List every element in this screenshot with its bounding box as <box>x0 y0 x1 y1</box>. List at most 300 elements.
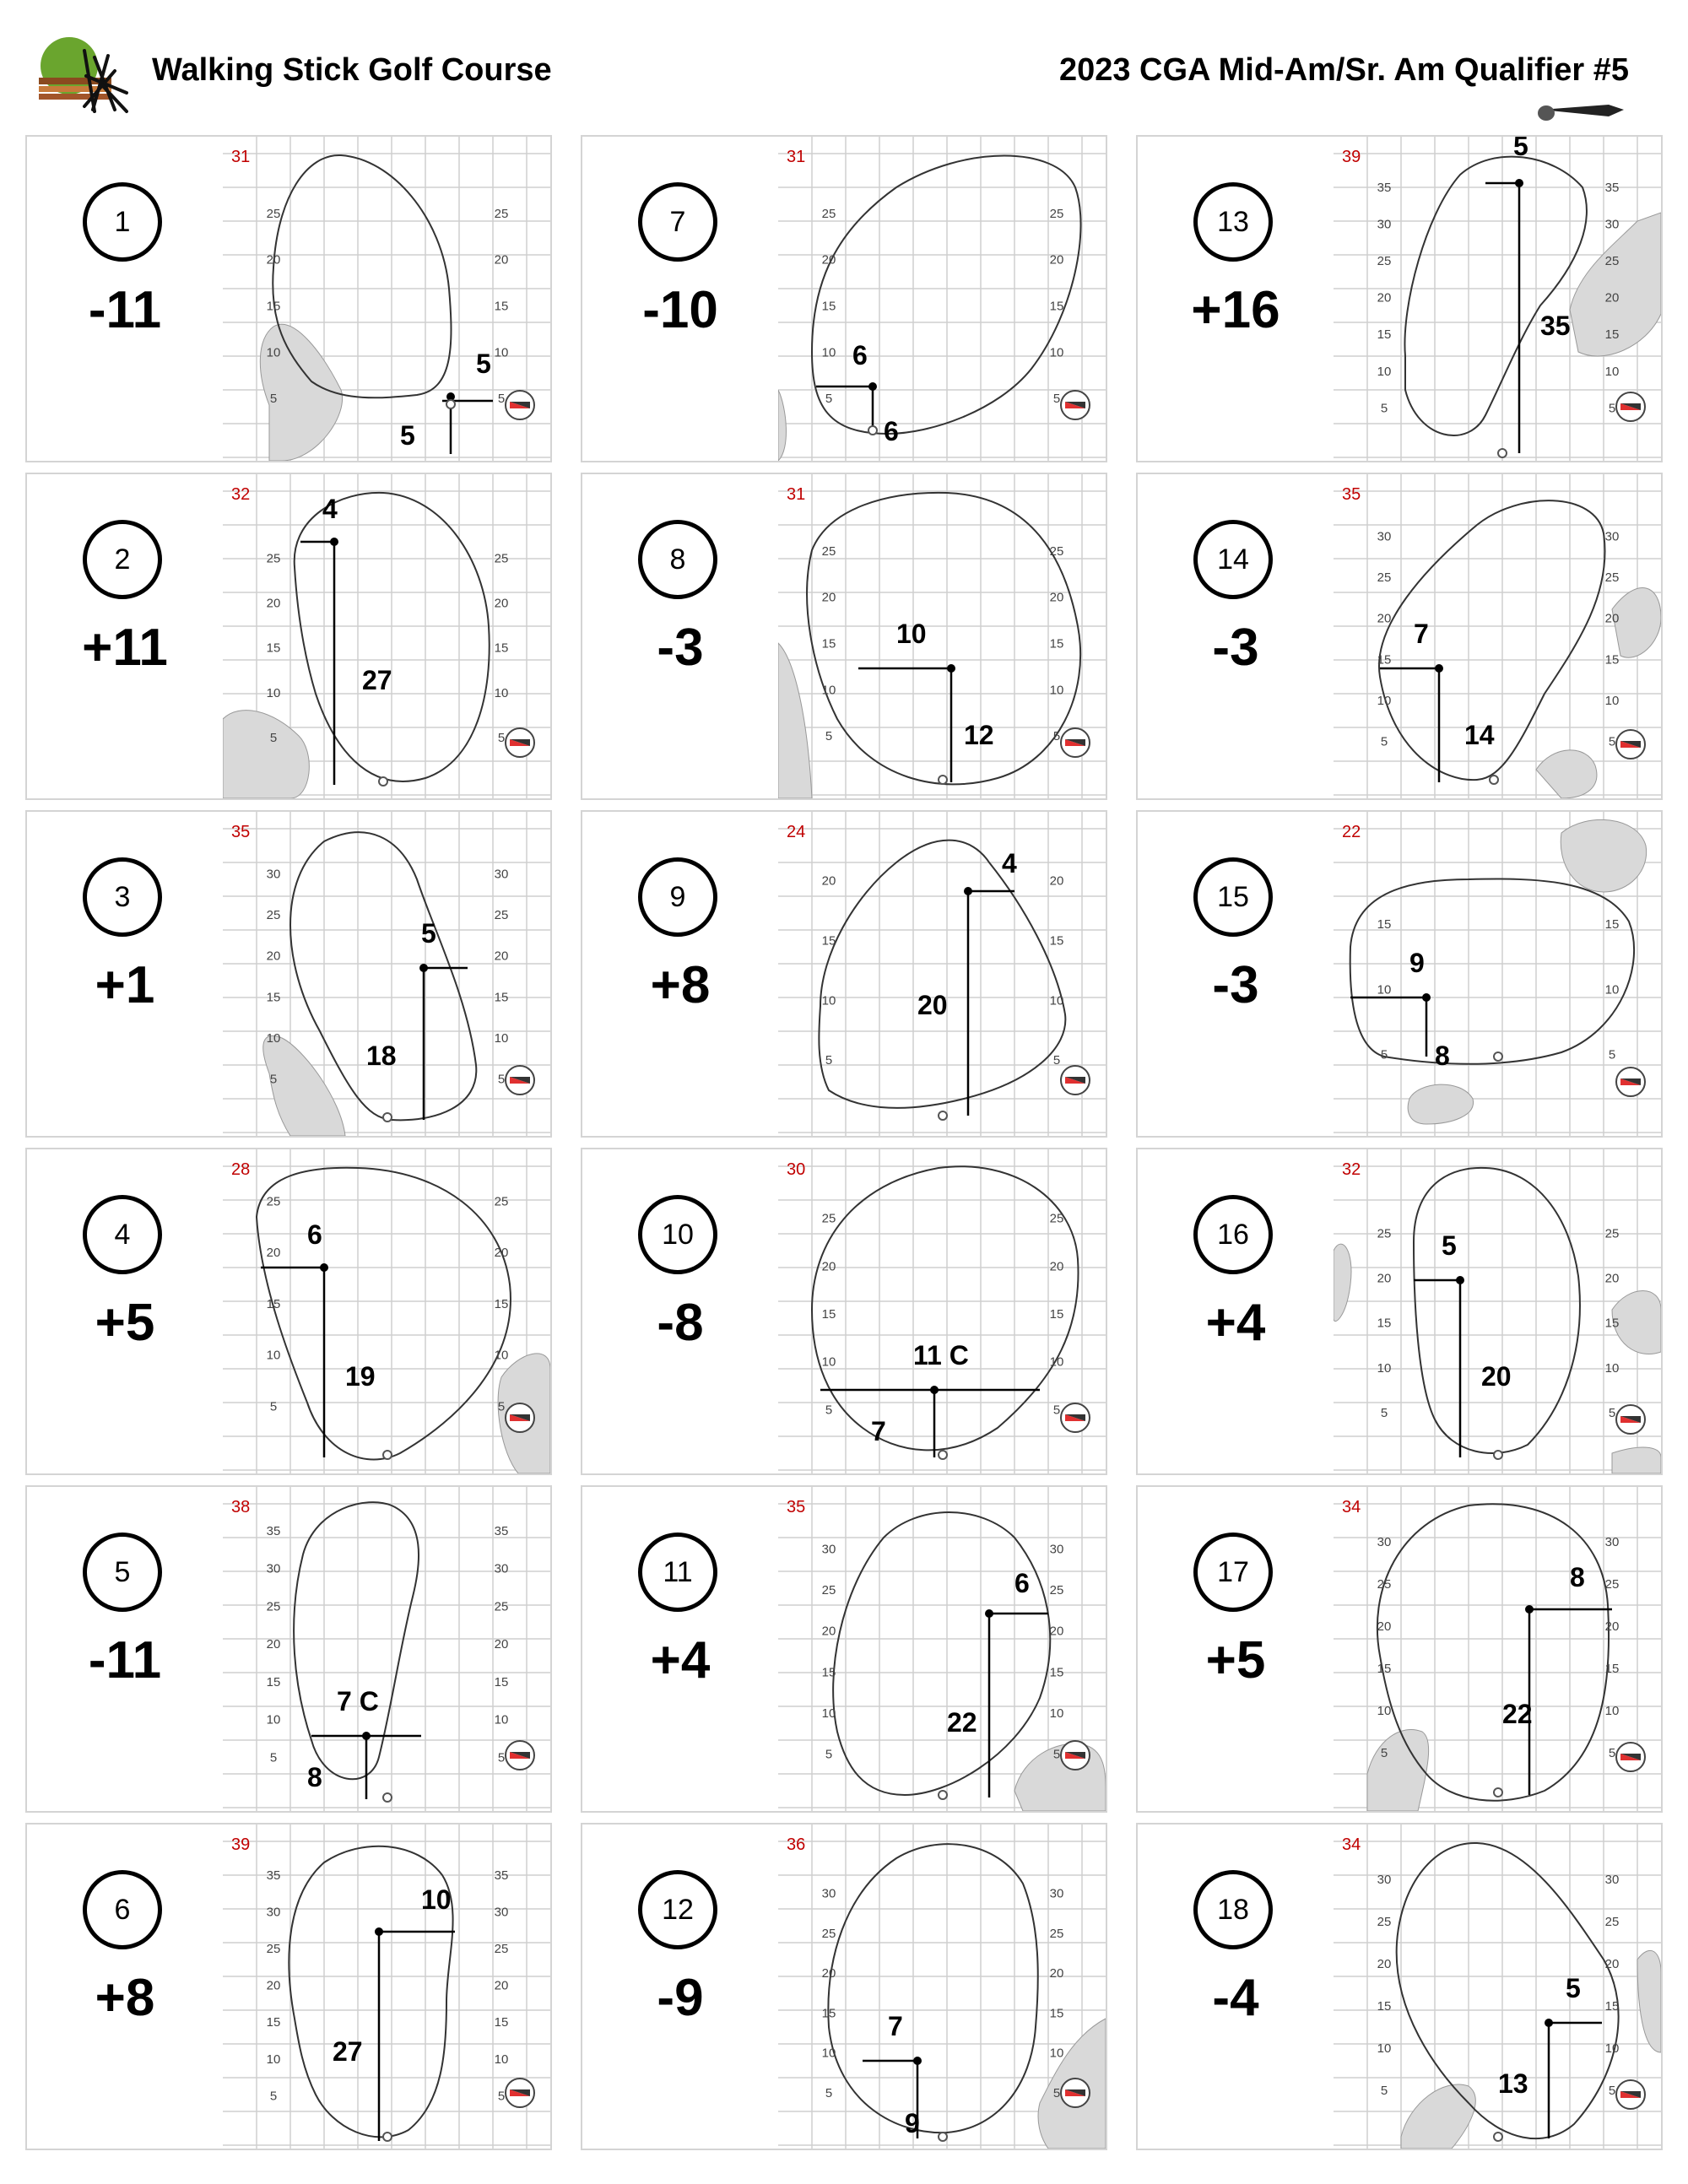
depth-tick-label-left: 20 <box>266 1637 281 1652</box>
depth-tick-label-right: 10 <box>494 345 509 360</box>
walking-stick-logo <box>34 34 135 118</box>
side-distance-label: 9 <box>1409 948 1425 978</box>
depth-tick-label-right: 10 <box>1049 345 1064 360</box>
depth-tick-label-left: 15 <box>1377 1999 1392 2014</box>
side-distance-label: 7 <box>888 2011 903 2041</box>
depth-tick-label-left: 20 <box>821 1966 836 1981</box>
side-distance-label: 5 <box>1513 137 1528 161</box>
hole-card <box>581 1823 1107 2150</box>
green-diagram-svg <box>1334 812 1661 1136</box>
green-diagram <box>1334 1149 1661 1473</box>
green-diagram-svg <box>778 812 1106 1136</box>
hole-score: +16 <box>1191 281 1280 339</box>
depth-distance-label: 18 <box>366 1041 397 1071</box>
green-diagram <box>778 1149 1106 1473</box>
hole-score: +8 <box>650 956 711 1014</box>
green-depth: 31 <box>787 148 806 166</box>
depth-tick-label-left: 30 <box>1377 217 1392 232</box>
depth-tick-label-left: 15 <box>821 1665 836 1680</box>
compass-icon <box>1616 1405 1645 1434</box>
depth-tick-label-right: 15 <box>1049 299 1064 314</box>
depth-tick-label-left: 25 <box>821 1926 836 1941</box>
depth-distance-label: 7 <box>871 1416 886 1446</box>
compass-icon <box>1061 1066 1090 1095</box>
depth-tick-label-left: 5 <box>1380 1047 1388 1062</box>
depth-tick-label-left: 5 <box>825 729 833 744</box>
hole-number: 12 <box>638 1870 717 1949</box>
depth-tick-label-right: 20 <box>494 1978 509 1993</box>
green-diagram-svg <box>778 474 1106 798</box>
hole-score: -8 <box>657 1294 704 1352</box>
green-diagram-svg <box>223 1149 550 1473</box>
depth-tick-label-left: 25 <box>1377 254 1392 269</box>
bunker-shape <box>1561 819 1646 892</box>
depth-tick-label-right: 20 <box>1049 1966 1064 1981</box>
depth-tick-label-left: 10 <box>266 1030 281 1046</box>
green-depth: 31 <box>231 148 251 166</box>
hole-score: +1 <box>95 956 155 1014</box>
side-distance-label: 5 <box>421 918 436 949</box>
depth-tick-label-right: 20 <box>1604 611 1620 626</box>
front-edge-marker <box>1494 1052 1502 1061</box>
depth-tick-label-right: 25 <box>494 908 509 923</box>
depth-tick-label-right: 30 <box>1604 217 1620 232</box>
page-header <box>0 0 1688 135</box>
green-depth: 36 <box>787 1835 806 1854</box>
depth-tick-label-left: 20 <box>821 1624 836 1639</box>
depth-tick-label-left: 20 <box>821 590 836 605</box>
hole-score: +8 <box>95 1969 155 2027</box>
depth-tick-label-right: 5 <box>1052 1053 1061 1068</box>
depth-tick-label-right: 25 <box>494 1194 509 1209</box>
depth-tick-label-left: 15 <box>1377 1662 1392 1676</box>
depth-tick-label-left: 5 <box>269 1399 278 1414</box>
green-diagram-svg <box>223 1825 550 2149</box>
hole-score: -3 <box>1212 619 1259 677</box>
hole-number: 17 <box>1193 1533 1273 1612</box>
hole-number: 13 <box>1193 182 1273 262</box>
depth-tick-label-left: 10 <box>266 2052 281 2067</box>
depth-tick-label-right: 15 <box>1049 1665 1064 1680</box>
strackaline-logo <box>1536 95 1629 125</box>
hole-number: 6 <box>83 1870 162 1949</box>
depth-tick-label-left: 10 <box>821 993 836 1008</box>
depth-tick-label-left: 10 <box>1377 1360 1392 1376</box>
green-diagram <box>223 1487 550 1811</box>
hole-card <box>581 810 1107 1138</box>
hole-score: +4 <box>1205 1294 1266 1352</box>
green-diagram <box>778 1825 1106 2149</box>
depth-tick-label-left: 10 <box>1377 1704 1392 1718</box>
depth-tick-label-left: 25 <box>266 1942 281 1957</box>
hole-summary <box>1138 812 1334 1136</box>
pin-position <box>913 2057 922 2065</box>
depth-tick-label-left: 5 <box>825 1403 833 1418</box>
depth-tick-label-right: 10 <box>494 685 509 700</box>
side-distance-label: 6 <box>307 1219 322 1250</box>
depth-tick-label-right: 25 <box>1604 1226 1620 1241</box>
green-diagram <box>1334 812 1661 1136</box>
side-distance-label: 8 <box>1570 1562 1585 1592</box>
bunker-shape <box>778 390 786 461</box>
pin-position <box>868 382 877 391</box>
depth-tick-label-left: 30 <box>266 867 281 882</box>
depth-tick-label-right: 15 <box>494 990 509 1005</box>
green-depth: 34 <box>1342 1498 1361 1516</box>
depth-distance-label: 22 <box>947 1707 977 1738</box>
depth-tick-label-left: 20 <box>266 252 281 268</box>
depth-distance-label: 6 <box>884 416 899 446</box>
green-diagram <box>778 812 1106 1136</box>
depth-tick-label-right: 15 <box>1604 1999 1620 2014</box>
hole-card <box>1136 473 1663 800</box>
front-edge-marker <box>383 1113 392 1122</box>
front-edge-marker <box>1498 449 1507 457</box>
depth-tick-label-right: 20 <box>494 1637 509 1652</box>
pin-position <box>964 887 972 895</box>
depth-tick-label-right: 10 <box>1604 1360 1620 1376</box>
depth-tick-label-left: 15 <box>266 299 281 314</box>
compass-icon <box>506 2079 534 2107</box>
depth-tick-label-right: 5 <box>497 1072 506 1087</box>
side-distance-label: 5 <box>1442 1230 1457 1261</box>
depth-tick-label-left: 5 <box>1380 401 1388 416</box>
depth-tick-label-left: 15 <box>266 1296 281 1311</box>
compass-icon <box>1061 391 1090 419</box>
depth-tick-label-right: 10 <box>1049 683 1064 698</box>
depth-distance-label: 27 <box>333 2036 363 2067</box>
green-diagram-svg <box>223 474 550 798</box>
green-outline <box>1350 879 1634 1064</box>
hole-score: -11 <box>88 281 162 339</box>
hole-summary <box>1138 1149 1334 1473</box>
depth-tick-label-left: 35 <box>266 1868 281 1883</box>
hole-card <box>1136 1485 1663 1813</box>
depth-tick-label-right: 20 <box>1604 290 1620 305</box>
depth-tick-label-left: 10 <box>1377 364 1392 379</box>
hole-number: 18 <box>1193 1870 1273 1949</box>
depth-distance-label: 13 <box>1498 2068 1528 2099</box>
hole-number: 5 <box>83 1533 162 1612</box>
hole-summary <box>582 1825 778 2149</box>
hole-summary <box>582 1149 778 1473</box>
depth-tick-label-left: 15 <box>266 1674 281 1689</box>
depth-tick-label-right: 15 <box>494 2015 509 2030</box>
depth-tick-label-right: 25 <box>1049 206 1064 221</box>
green-diagram <box>1334 137 1661 461</box>
pin-position <box>419 964 428 972</box>
green-depth: 39 <box>1342 148 1361 166</box>
hole-card <box>25 1485 552 1813</box>
depth-tick-label-right: 10 <box>494 1348 509 1363</box>
depth-tick-label-right: 5 <box>1608 734 1616 749</box>
green-depth: 34 <box>1342 1835 1361 1854</box>
green-depth: 30 <box>787 1160 806 1179</box>
depth-tick-label-right: 15 <box>1604 917 1620 933</box>
depth-distance-label: 8 <box>1435 1041 1450 1071</box>
depth-tick-label-right: 30 <box>1049 1886 1064 1901</box>
depth-distance-label: 20 <box>1481 1361 1512 1392</box>
bunker-shape <box>1637 1950 1661 2052</box>
hole-summary <box>582 137 778 461</box>
green-outline <box>833 1512 1050 1795</box>
front-edge-marker <box>1494 2133 1502 2141</box>
green-depth: 31 <box>787 485 806 504</box>
depth-tick-label-left: 5 <box>825 392 833 407</box>
depth-tick-label-left: 20 <box>1377 1619 1392 1634</box>
green-diagram <box>778 1487 1106 1811</box>
depth-tick-label-left: 10 <box>821 2046 836 2061</box>
green-depth: 32 <box>231 485 251 504</box>
depth-tick-label-left: 5 <box>825 2085 833 2100</box>
hole-card <box>581 1148 1107 1475</box>
depth-tick-label-left: 15 <box>1377 917 1392 933</box>
front-edge-marker <box>383 1793 392 1802</box>
green-diagram <box>1334 1487 1661 1811</box>
hole-summary <box>1138 474 1334 798</box>
depth-tick-label-left: 20 <box>266 1978 281 1993</box>
hole-card <box>25 1823 552 2150</box>
front-edge-marker <box>939 1111 947 1120</box>
hole-number: 4 <box>83 1195 162 1274</box>
hole-card <box>581 473 1107 800</box>
hole-score: -3 <box>1212 956 1259 1014</box>
depth-distance-label: 9 <box>905 2108 920 2138</box>
depth-tick-label-right: 20 <box>494 252 509 268</box>
hole-summary <box>582 474 778 798</box>
depth-tick-label-left: 5 <box>269 730 278 745</box>
depth-tick-label-right: 15 <box>1049 1307 1064 1322</box>
green-depth: 28 <box>231 1160 251 1179</box>
depth-tick-label-right: 25 <box>1049 543 1064 559</box>
hole-summary <box>582 812 778 1136</box>
depth-tick-label-right: 25 <box>1604 1577 1620 1592</box>
depth-tick-label-left: 20 <box>821 873 836 889</box>
side-distance-label: 5 <box>476 349 491 379</box>
depth-tick-label-left: 15 <box>821 933 836 949</box>
hole-summary <box>27 137 223 461</box>
green-outline <box>1414 1168 1580 1453</box>
pin-position <box>1525 1605 1534 1614</box>
depth-tick-label-left: 10 <box>821 683 836 698</box>
depth-tick-label-right: 10 <box>1604 2041 1620 2056</box>
depth-tick-label-right: 15 <box>494 1296 509 1311</box>
green-diagram-svg <box>1334 474 1661 798</box>
depth-tick-label-right: 20 <box>494 1246 509 1261</box>
hole-card <box>581 1485 1107 1813</box>
depth-tick-label-left: 20 <box>821 1259 836 1274</box>
depth-tick-label-left: 25 <box>821 206 836 221</box>
depth-tick-label-right: 10 <box>1604 1704 1620 1718</box>
depth-tick-label-left: 15 <box>266 641 281 656</box>
green-outline <box>294 1502 419 1779</box>
depth-tick-label-left: 5 <box>269 1072 278 1087</box>
depth-tick-label-left: 10 <box>266 1712 281 1727</box>
depth-tick-label-right: 5 <box>497 2089 506 2104</box>
depth-distance-label: 35 <box>1540 311 1571 341</box>
depth-tick-label-right: 20 <box>1604 1957 1620 1971</box>
depth-tick-label-right: 5 <box>1052 1747 1061 1762</box>
hole-number: 14 <box>1193 520 1273 599</box>
depth-distance-label: 19 <box>345 1361 376 1392</box>
depth-tick-label-right: 10 <box>1604 693 1620 708</box>
depth-tick-label-left: 15 <box>1377 327 1392 343</box>
depth-tick-label-right: 20 <box>1604 1271 1620 1286</box>
depth-tick-label-right: 15 <box>1049 636 1064 651</box>
depth-tick-label-right: 20 <box>494 596 509 611</box>
front-edge-marker <box>868 426 877 435</box>
compass-icon <box>506 728 534 757</box>
depth-tick-label-right: 25 <box>1604 254 1620 269</box>
depth-tick-label-right: 25 <box>494 551 509 566</box>
green-diagram <box>223 474 550 798</box>
depth-tick-label-left: 10 <box>266 345 281 360</box>
side-distance-label: 10 <box>896 619 927 649</box>
bunker-shape <box>1536 750 1597 798</box>
depth-tick-label-left: 5 <box>1380 734 1388 749</box>
compass-icon <box>1061 728 1090 757</box>
pin-position <box>1545 2019 1553 2027</box>
depth-tick-label-left: 10 <box>1377 2041 1392 2056</box>
pin-position <box>362 1732 371 1740</box>
depth-distance-label: 5 <box>400 420 415 451</box>
hole-number: 2 <box>83 520 162 599</box>
depth-tick-label-left: 30 <box>1377 1535 1392 1549</box>
depth-tick-label-left: 20 <box>1377 611 1392 626</box>
green-diagram-svg <box>1334 1825 1661 2149</box>
depth-tick-label-left: 25 <box>1377 1915 1392 1929</box>
pin-position <box>1515 179 1523 187</box>
hole-score: +5 <box>95 1294 155 1352</box>
depth-tick-label-right: 30 <box>494 1561 509 1576</box>
pin-position <box>1456 1276 1464 1284</box>
depth-tick-label-right: 5 <box>1052 1403 1061 1418</box>
hole-card <box>1136 810 1663 1138</box>
hole-summary <box>27 1149 223 1473</box>
depth-tick-label-left: 25 <box>1377 570 1392 586</box>
hole-number: 8 <box>638 520 717 599</box>
depth-distance-label: 8 <box>307 1762 322 1792</box>
hole-number: 1 <box>83 182 162 262</box>
depth-tick-label-left: 30 <box>1377 529 1392 544</box>
green-outline <box>819 841 1065 1108</box>
hole-card <box>25 810 552 1138</box>
depth-tick-label-right: 10 <box>1049 993 1064 1008</box>
compass-icon <box>506 1066 534 1095</box>
bunker-shape <box>778 643 812 798</box>
depth-tick-label-left: 35 <box>266 1523 281 1538</box>
depth-tick-label-left: 5 <box>269 392 278 407</box>
depth-tick-label-right: 5 <box>497 1750 506 1765</box>
pin-position <box>1435 664 1443 673</box>
green-diagram <box>223 812 550 1136</box>
depth-tick-label-left: 20 <box>1377 1957 1392 1971</box>
hole-score: -9 <box>657 1969 704 2027</box>
depth-tick-label-right: 30 <box>1604 1535 1620 1549</box>
depth-tick-label-right: 5 <box>1052 729 1061 744</box>
front-edge-marker <box>939 1451 947 1459</box>
depth-tick-label-right: 15 <box>494 299 509 314</box>
bunker-shape <box>223 711 309 798</box>
green-diagram-svg <box>223 1487 550 1811</box>
bunker-shape <box>1612 1447 1661 1473</box>
green-outline <box>257 1168 511 1460</box>
depth-tick-label-right: 15 <box>1604 652 1620 668</box>
depth-tick-label-left: 25 <box>821 1211 836 1226</box>
depth-tick-label-right: 5 <box>1608 2084 1616 2098</box>
green-outline <box>812 1166 1079 1450</box>
depth-tick-label-right: 25 <box>494 1942 509 1957</box>
compass-icon <box>1061 2079 1090 2107</box>
front-edge-marker <box>1494 1451 1502 1459</box>
green-diagram-svg <box>778 1487 1106 1811</box>
depth-tick-label-right: 5 <box>497 730 506 745</box>
compass-icon <box>1616 730 1645 759</box>
green-depth: 24 <box>787 823 806 841</box>
depth-tick-label-left: 5 <box>1380 1405 1388 1420</box>
depth-tick-label-right: 5 <box>1052 392 1061 407</box>
green-depth: 35 <box>1342 485 1361 504</box>
pin-position <box>375 1927 383 1936</box>
depth-tick-label-left: 35 <box>1377 180 1392 195</box>
green-diagram <box>223 137 550 461</box>
front-edge-marker <box>939 2133 947 2141</box>
depth-tick-label-right: 10 <box>1604 364 1620 379</box>
side-distance-label: 6 <box>852 340 868 370</box>
course-title: Walking Stick Golf Course <box>152 52 552 88</box>
depth-tick-label-right: 20 <box>1049 252 1064 268</box>
depth-tick-label-right: 15 <box>1049 2006 1064 2021</box>
hole-card <box>1136 135 1663 462</box>
green-diagram-svg <box>778 137 1106 461</box>
compass-icon <box>1616 392 1645 421</box>
depth-tick-label-right: 5 <box>497 1399 506 1414</box>
front-edge-marker <box>1490 776 1498 784</box>
depth-tick-label-right: 5 <box>1608 1746 1616 1760</box>
hole-score: +4 <box>650 1631 711 1689</box>
depth-tick-label-right: 10 <box>1604 982 1620 997</box>
depth-tick-label-left: 5 <box>825 1747 833 1762</box>
depth-tick-label-left: 10 <box>821 1354 836 1370</box>
hole-number: 16 <box>1193 1195 1273 1274</box>
hole-number: 10 <box>638 1195 717 1274</box>
depth-tick-label-right: 10 <box>1049 1354 1064 1370</box>
depth-tick-label-left: 25 <box>266 1599 281 1614</box>
side-distance-label: 4 <box>322 494 338 524</box>
depth-tick-label-left: 25 <box>266 551 281 566</box>
depth-tick-label-right: 5 <box>1608 401 1616 416</box>
depth-tick-label-left: 5 <box>1380 2084 1388 2098</box>
depth-tick-label-left: 5 <box>269 2089 278 2104</box>
pin-position <box>1422 993 1431 1002</box>
depth-tick-label-left: 15 <box>821 636 836 651</box>
green-diagram-svg <box>778 1149 1106 1473</box>
depth-tick-label-right: 25 <box>1049 1583 1064 1598</box>
depth-tick-label-left: 20 <box>1377 1271 1392 1286</box>
hole-locations-grid <box>25 135 1663 2156</box>
hole-summary <box>27 474 223 798</box>
hole-summary <box>1138 137 1334 461</box>
depth-tick-label-left: 20 <box>1377 290 1392 305</box>
depth-tick-label-right: 5 <box>497 392 506 407</box>
depth-tick-label-left: 25 <box>821 543 836 559</box>
bunker-shape <box>1612 1291 1661 1354</box>
depth-tick-label-left: 30 <box>1377 1873 1392 1887</box>
green-depth: 35 <box>231 823 251 841</box>
depth-tick-label-right: 10 <box>494 1712 509 1727</box>
hole-number: 15 <box>1193 857 1273 937</box>
depth-tick-label-left: 30 <box>266 1561 281 1576</box>
